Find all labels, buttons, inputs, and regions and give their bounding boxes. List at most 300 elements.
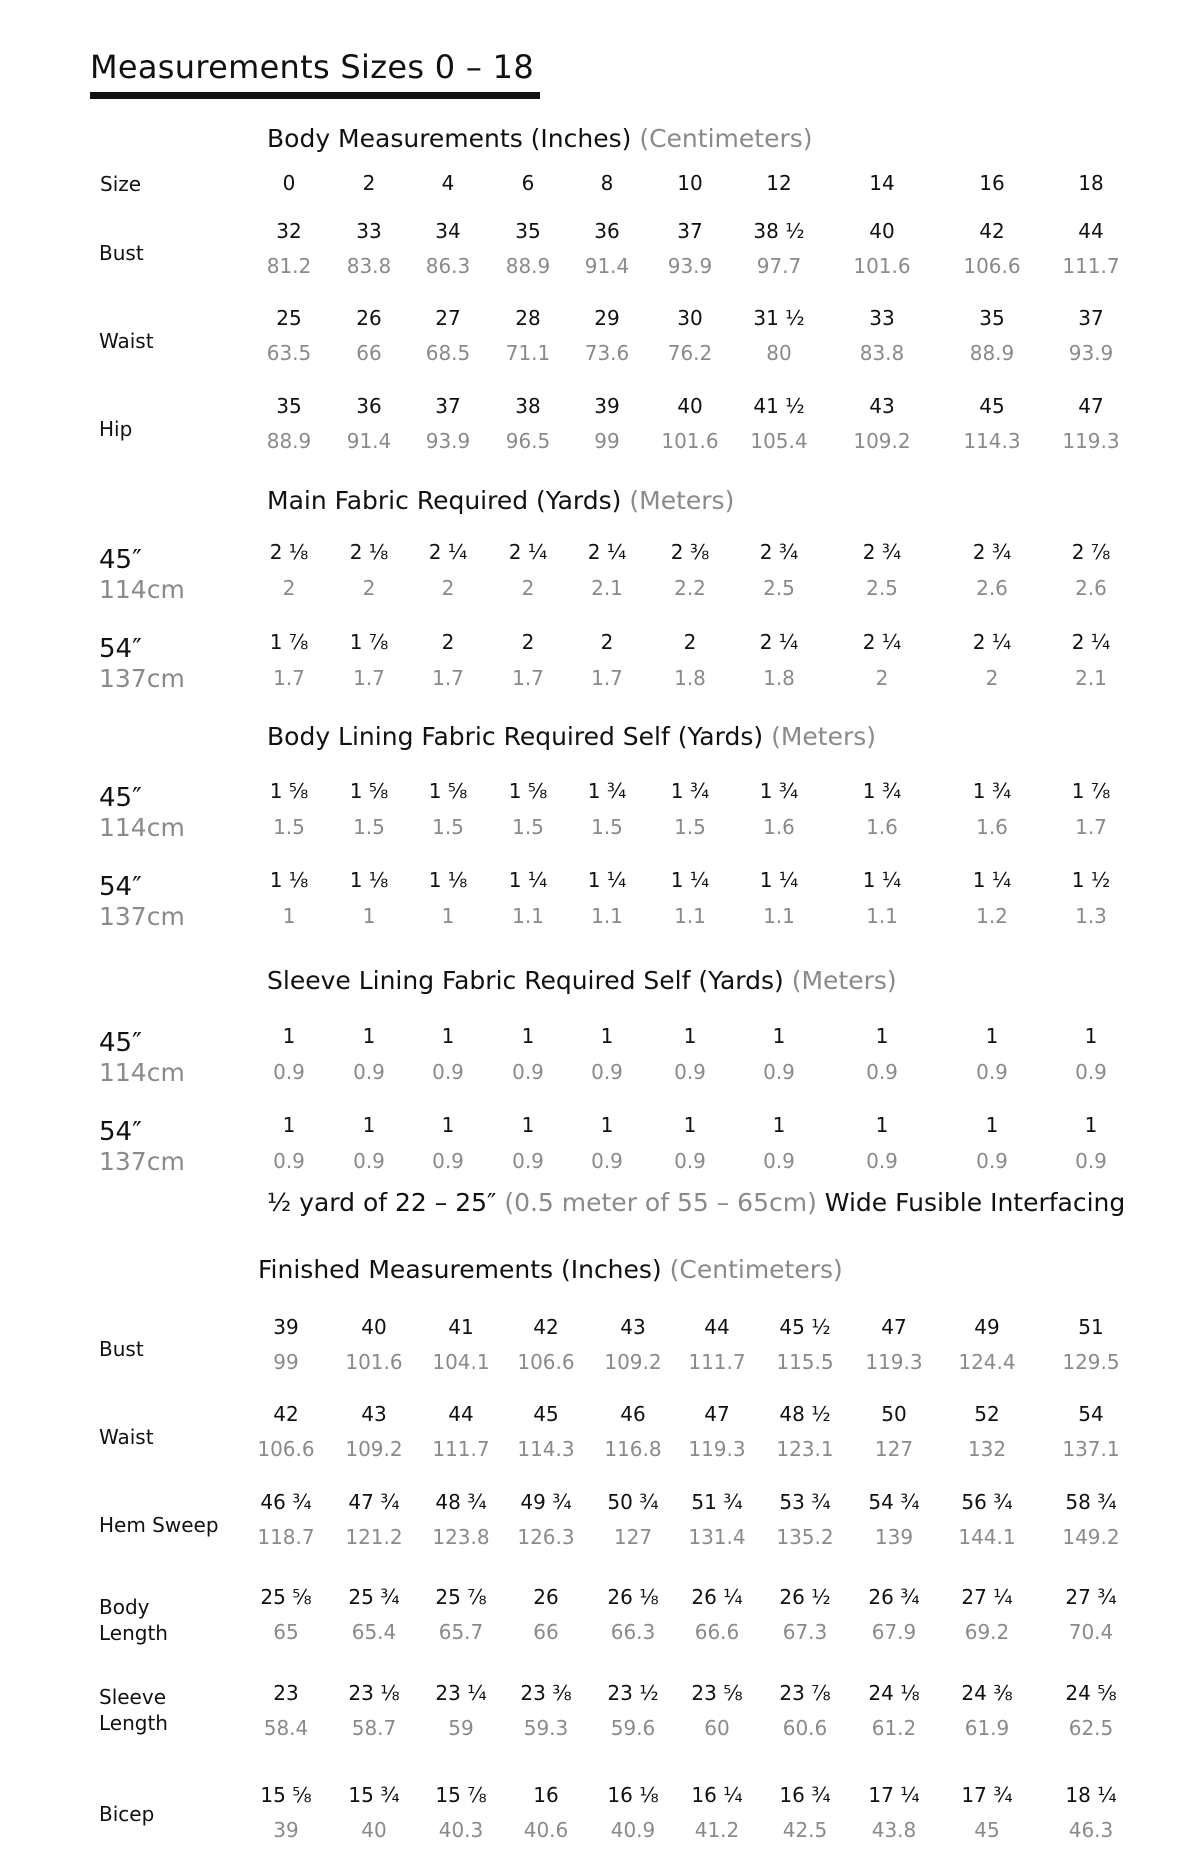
value-metric: 2.2 [674, 576, 706, 600]
value-imperial: 54 ¾ [868, 1490, 920, 1514]
value-metric: 70.4 [1068, 1620, 1114, 1644]
value-imperial: 2 ¼ [428, 540, 468, 564]
value-metric: 1.1 [674, 904, 706, 928]
fabric-width-inches: 54″ [99, 1117, 142, 1147]
value-imperial: 23 ⅜ [520, 1681, 572, 1705]
row-label: Bust [99, 1337, 144, 1361]
value-metric: 59.6 [610, 1716, 656, 1740]
fabric-width-cm: 137cm [99, 1147, 185, 1176]
value-imperial: 27 ¾ [1065, 1585, 1117, 1609]
value-metric: 1 [441, 904, 455, 928]
value-metric: 40.3 [438, 1818, 484, 1842]
value-metric: 61.9 [964, 1716, 1010, 1740]
value-metric: 1.5 [674, 815, 706, 839]
value-metric: 114.3 [517, 1437, 575, 1461]
value-metric: 109.2 [345, 1437, 403, 1461]
value-imperial: 1 ¼ [508, 868, 548, 892]
value-metric: 0.9 [273, 1060, 305, 1084]
size-header: 4 [441, 171, 455, 195]
value-imperial: 25 ⅞ [435, 1585, 487, 1609]
value-metric: 91.4 [346, 429, 392, 453]
value-metric: 1.7 [353, 666, 385, 690]
value-imperial: 27 ¼ [961, 1585, 1013, 1609]
value-imperial: 1 [683, 1024, 697, 1048]
value-imperial: 44 [704, 1315, 730, 1339]
value-metric: 109.2 [604, 1350, 662, 1374]
value-imperial: 2 ¼ [759, 630, 799, 654]
section-title-finished-measurements [258, 1255, 843, 1284]
value-metric: 62.5 [1068, 1716, 1114, 1740]
value-imperial: 33 [356, 219, 382, 243]
value-imperial: 39 [594, 394, 620, 418]
value-imperial: 15 ⅞ [435, 1783, 487, 1807]
value-metric: 135.2 [776, 1525, 834, 1549]
fabric-width-label [99, 634, 185, 694]
value-imperial: 1 [362, 1113, 376, 1137]
value-imperial: 42 [273, 1402, 299, 1426]
value-imperial: 51 ¾ [691, 1490, 743, 1514]
section-title-sleeve-lining-metric: (Meters) [791, 966, 897, 995]
value-imperial: 2 [521, 630, 535, 654]
value-metric: 0.9 [674, 1149, 706, 1173]
value-imperial: 45 [979, 394, 1005, 418]
value-metric: 106.6 [257, 1437, 315, 1461]
value-imperial: 1 ¼ [759, 868, 799, 892]
value-metric: 1.6 [763, 815, 795, 839]
value-imperial: 1 ¼ [862, 868, 902, 892]
value-metric: 43.8 [871, 1818, 917, 1842]
value-imperial: 2 ¾ [759, 540, 799, 564]
value-metric: 1 [282, 904, 296, 928]
value-imperial: 1 ½ [1071, 868, 1111, 892]
value-metric: 0.9 [432, 1149, 464, 1173]
value-metric: 0.9 [674, 1060, 706, 1084]
value-imperial: 35 [276, 394, 302, 418]
row-label: Sleeve Length [99, 1685, 168, 1735]
value-imperial: 1 [985, 1024, 999, 1048]
value-metric: 0.9 [866, 1060, 898, 1084]
value-metric: 139 [874, 1525, 914, 1549]
value-metric: 1.3 [1075, 904, 1107, 928]
value-imperial: 25 [276, 306, 302, 330]
value-metric: 60.6 [782, 1716, 828, 1740]
value-imperial: 35 [979, 306, 1005, 330]
fabric-width-label [99, 872, 185, 932]
value-imperial: 1 [1084, 1024, 1098, 1048]
value-imperial: 54 [1078, 1402, 1104, 1426]
value-metric: 60 [704, 1716, 730, 1740]
value-imperial: 26 [356, 306, 382, 330]
value-metric: 0.9 [273, 1149, 305, 1173]
value-metric: 0.9 [591, 1149, 623, 1173]
value-metric: 65.7 [438, 1620, 484, 1644]
value-imperial: 16 ¼ [691, 1783, 743, 1807]
value-imperial: 27 [435, 306, 461, 330]
value-metric: 0.9 [976, 1149, 1008, 1173]
value-metric: 1.5 [273, 815, 305, 839]
value-imperial: 46 ¾ [260, 1490, 312, 1514]
value-imperial: 1 [600, 1113, 614, 1137]
row-label: Hip [99, 417, 133, 441]
value-metric: 88.9 [505, 254, 551, 278]
value-imperial: 15 ¾ [348, 1783, 400, 1807]
value-imperial: 2 [600, 630, 614, 654]
value-metric: 2 [441, 576, 455, 600]
value-imperial: 16 ¾ [779, 1783, 831, 1807]
value-metric: 42.5 [782, 1818, 828, 1842]
value-metric: 115.5 [776, 1350, 834, 1374]
size-header: 18 [1078, 171, 1104, 195]
value-metric: 96.5 [505, 429, 551, 453]
value-imperial: 40 [677, 394, 703, 418]
value-metric: 1.8 [674, 666, 706, 690]
value-metric: 66.3 [610, 1620, 656, 1644]
value-metric: 101.6 [853, 254, 911, 278]
value-metric: 1.1 [763, 904, 795, 928]
value-metric: 1.1 [512, 904, 544, 928]
value-imperial: 1 [683, 1113, 697, 1137]
value-metric: 132 [967, 1437, 1007, 1461]
value-imperial: 36 [594, 219, 620, 243]
fabric-width-cm: 114cm [99, 575, 185, 604]
fabric-width-label [99, 783, 185, 843]
value-imperial: 52 [974, 1402, 1000, 1426]
value-metric: 2.1 [591, 576, 623, 600]
value-metric: 0.9 [866, 1149, 898, 1173]
value-imperial: 40 [869, 219, 895, 243]
value-imperial: 43 [361, 1402, 387, 1426]
value-imperial: 24 ⅛ [868, 1681, 920, 1705]
value-imperial: 1 [441, 1024, 455, 1048]
value-metric: 0.9 [512, 1060, 544, 1084]
value-imperial: 50 ¾ [607, 1490, 659, 1514]
value-metric: 63.5 [266, 341, 312, 365]
value-metric: 118.7 [257, 1525, 315, 1549]
value-imperial: 17 ¾ [961, 1783, 1013, 1807]
value-imperial: 1 [282, 1113, 296, 1137]
fabric-width-label [99, 545, 185, 605]
value-metric: 106.6 [517, 1350, 575, 1374]
value-metric: 1.7 [1075, 815, 1107, 839]
value-metric: 88.9 [969, 341, 1015, 365]
value-imperial: 51 [1078, 1315, 1104, 1339]
value-metric: 58.7 [351, 1716, 397, 1740]
value-imperial: 45 ½ [779, 1315, 831, 1339]
value-metric: 119.3 [688, 1437, 746, 1461]
value-metric: 0.9 [512, 1149, 544, 1173]
value-imperial: 58 ¾ [1065, 1490, 1117, 1514]
value-imperial: 37 [1078, 306, 1104, 330]
value-imperial: 23 ¼ [435, 1681, 487, 1705]
value-metric: 104.1 [432, 1350, 490, 1374]
value-imperial: 49 [974, 1315, 1000, 1339]
value-metric: 109.2 [853, 429, 911, 453]
value-metric: 86.3 [425, 254, 471, 278]
value-imperial: 31 ½ [753, 306, 805, 330]
value-metric: 1.5 [432, 815, 464, 839]
value-imperial: 1 ⅞ [349, 630, 389, 654]
value-metric: 80 [766, 341, 792, 365]
value-imperial: 30 [677, 306, 703, 330]
value-metric: 69.2 [964, 1620, 1010, 1644]
fabric-width-inches: 54″ [99, 634, 142, 664]
value-imperial: 1 [985, 1113, 999, 1137]
value-imperial: 1 ⅝ [349, 779, 389, 803]
value-imperial: 38 [515, 394, 541, 418]
value-metric: 93.9 [425, 429, 471, 453]
section-title-body-lining-metric: (Meters) [771, 722, 877, 751]
value-metric: 0.9 [353, 1149, 385, 1173]
value-imperial: 1 ¼ [972, 868, 1012, 892]
value-imperial: 44 [1078, 219, 1104, 243]
interfacing-note [267, 1188, 1125, 1217]
value-metric: 91.4 [584, 254, 630, 278]
page-title: Measurements Sizes 0 – 18 [90, 48, 534, 86]
value-metric: 97.7 [756, 254, 802, 278]
value-imperial: 2 ¼ [972, 630, 1012, 654]
value-imperial: 17 ¼ [868, 1783, 920, 1807]
value-imperial: 26 ⅛ [607, 1585, 659, 1609]
value-imperial: 37 [435, 394, 461, 418]
value-metric: 116.8 [604, 1437, 662, 1461]
value-metric: 123.8 [432, 1525, 490, 1549]
value-metric: 2 [362, 576, 376, 600]
value-imperial: 23 ⅝ [691, 1681, 743, 1705]
value-metric: 2.5 [763, 576, 795, 600]
value-metric: 1.6 [976, 815, 1008, 839]
value-metric: 2.6 [976, 576, 1008, 600]
value-imperial: 36 [356, 394, 382, 418]
fabric-width-cm: 137cm [99, 902, 185, 931]
section-title-main-fabric [267, 486, 734, 515]
value-metric: 0.9 [1075, 1149, 1107, 1173]
value-metric: 114.3 [963, 429, 1021, 453]
value-metric: 66.6 [694, 1620, 740, 1644]
value-metric: 73.6 [584, 341, 630, 365]
value-imperial: 1 [441, 1113, 455, 1137]
value-metric: 99 [273, 1350, 299, 1374]
value-imperial: 26 ½ [779, 1585, 831, 1609]
value-imperial: 45 [533, 1402, 559, 1426]
value-imperial: 2 [683, 630, 697, 654]
value-metric: 137.1 [1062, 1437, 1120, 1461]
value-imperial: 26 ¼ [691, 1585, 743, 1609]
value-imperial: 49 ¾ [520, 1490, 572, 1514]
value-imperial: 23 [273, 1681, 299, 1705]
value-imperial: 35 [515, 219, 541, 243]
row-label: Waist [99, 329, 154, 353]
value-metric: 1.5 [353, 815, 385, 839]
value-imperial: 40 [361, 1315, 387, 1339]
value-metric: 1.7 [432, 666, 464, 690]
title-underline [90, 92, 540, 99]
row-label: Waist [99, 1425, 154, 1449]
value-imperial: 16 [533, 1783, 559, 1807]
value-imperial: 48 ¾ [435, 1490, 487, 1514]
fabric-width-inches: 45″ [99, 1028, 142, 1058]
value-metric: 0.9 [763, 1060, 795, 1084]
value-imperial: 2 ⅛ [269, 540, 309, 564]
value-metric: 1.7 [273, 666, 305, 690]
fabric-width-cm: 137cm [99, 664, 185, 693]
value-imperial: 48 ½ [779, 1402, 831, 1426]
value-imperial: 24 ⅜ [961, 1681, 1013, 1705]
interfacing-note-meters: (0.5 meter of 55 – 65cm) [504, 1188, 817, 1217]
value-imperial: 1 ¾ [587, 779, 627, 803]
value-imperial: 1 ⅞ [269, 630, 309, 654]
value-imperial: 47 [1078, 394, 1104, 418]
section-title-body-measurements-metric: (Centimeters) [639, 124, 813, 153]
value-imperial: 34 [435, 219, 461, 243]
value-metric: 127 [613, 1525, 653, 1549]
value-metric: 1 [362, 904, 376, 928]
value-metric: 123.1 [776, 1437, 834, 1461]
fabric-width-cm: 114cm [99, 1058, 185, 1087]
value-metric: 101.6 [661, 429, 719, 453]
value-metric: 106.6 [963, 254, 1021, 278]
value-metric: 66 [533, 1620, 559, 1644]
size-header: 6 [521, 171, 535, 195]
value-imperial: 41 [448, 1315, 474, 1339]
value-imperial: 1 ¾ [862, 779, 902, 803]
value-imperial: 56 ¾ [961, 1490, 1013, 1514]
value-metric: 1.2 [976, 904, 1008, 928]
value-imperial: 37 [677, 219, 703, 243]
value-metric: 119.3 [865, 1350, 923, 1374]
value-metric: 2.1 [1075, 666, 1107, 690]
value-metric: 2 [282, 576, 296, 600]
section-title-main-fabric-metric: (Meters) [629, 486, 735, 515]
value-imperial: 23 ⅞ [779, 1681, 831, 1705]
value-imperial: 25 ¾ [348, 1585, 400, 1609]
value-metric: 126.3 [517, 1525, 575, 1549]
value-metric: 127 [874, 1437, 914, 1461]
value-imperial: 42 [533, 1315, 559, 1339]
section-title-body-measurements-text: Body Measurements (Inches) [267, 124, 632, 153]
value-imperial: 2 ¼ [508, 540, 548, 564]
value-metric: 2.5 [866, 576, 898, 600]
value-imperial: 23 ⅛ [348, 1681, 400, 1705]
value-metric: 2.6 [1075, 576, 1107, 600]
value-metric: 131.4 [688, 1525, 746, 1549]
value-imperial: 16 ⅛ [607, 1783, 659, 1807]
value-metric: 0.9 [591, 1060, 623, 1084]
value-imperial: 1 ⅛ [349, 868, 389, 892]
value-imperial: 32 [276, 219, 302, 243]
size-header: 16 [979, 171, 1005, 195]
value-imperial: 2 ¼ [587, 540, 627, 564]
value-metric: 1.5 [591, 815, 623, 839]
value-metric: 111.7 [688, 1350, 746, 1374]
value-imperial: 1 ⅝ [508, 779, 548, 803]
value-metric: 149.2 [1062, 1525, 1120, 1549]
value-metric: 0.9 [1075, 1060, 1107, 1084]
section-title-sleeve-lining [267, 966, 897, 995]
fabric-width-cm: 114cm [99, 813, 185, 842]
value-metric: 1.6 [866, 815, 898, 839]
value-metric: 124.4 [958, 1350, 1016, 1374]
value-imperial: 1 [875, 1024, 889, 1048]
value-imperial: 38 ½ [753, 219, 805, 243]
value-imperial: 1 ¾ [670, 779, 710, 803]
value-metric: 1.7 [591, 666, 623, 690]
value-imperial: 1 ¾ [759, 779, 799, 803]
value-metric: 144.1 [958, 1525, 1016, 1549]
section-title-finished-measurements-metric: (Centimeters) [669, 1255, 843, 1284]
size-header: 10 [677, 171, 703, 195]
value-metric: 1.1 [866, 904, 898, 928]
value-metric: 1.1 [591, 904, 623, 928]
interfacing-note-yards: ½ yard of 22 – 25″ [267, 1188, 497, 1217]
value-imperial: 1 [362, 1024, 376, 1048]
value-metric: 58.4 [263, 1716, 309, 1740]
value-imperial: 1 [875, 1113, 889, 1137]
value-metric: 93.9 [1068, 341, 1114, 365]
value-metric: 0.9 [432, 1060, 464, 1084]
section-title-body-lining [267, 722, 876, 751]
value-metric: 81.2 [266, 254, 312, 278]
value-metric: 40.6 [523, 1818, 569, 1842]
value-imperial: 2 ⅞ [1071, 540, 1111, 564]
value-imperial: 23 ½ [607, 1681, 659, 1705]
value-imperial: 43 [869, 394, 895, 418]
size-header: 8 [600, 171, 614, 195]
value-imperial: 25 ⅝ [260, 1585, 312, 1609]
value-imperial: 1 ¾ [972, 779, 1012, 803]
value-metric: 1.7 [512, 666, 544, 690]
value-imperial: 53 ¾ [779, 1490, 831, 1514]
value-metric: 1.8 [763, 666, 795, 690]
size-header: 12 [766, 171, 792, 195]
value-metric: 59 [448, 1716, 474, 1740]
value-imperial: 1 ¼ [587, 868, 627, 892]
fabric-width-label [99, 1117, 185, 1177]
value-imperial: 26 [533, 1585, 559, 1609]
value-imperial: 1 ¼ [670, 868, 710, 892]
value-metric: 40 [361, 1818, 387, 1842]
value-imperial: 1 ⅝ [428, 779, 468, 803]
value-imperial: 2 ¼ [862, 630, 902, 654]
row-label: Body Length [99, 1595, 168, 1645]
section-title-sleeve-lining-text: Sleeve Lining Fabric Required Self (Yards) [267, 966, 784, 995]
value-imperial: 1 ⅝ [269, 779, 309, 803]
value-metric: 83.8 [859, 341, 905, 365]
value-metric: 67.9 [871, 1620, 917, 1644]
value-metric: 41.2 [694, 1818, 740, 1842]
value-metric: 129.5 [1062, 1350, 1120, 1374]
value-imperial: 47 [704, 1402, 730, 1426]
value-metric: 68.5 [425, 341, 471, 365]
value-imperial: 28 [515, 306, 541, 330]
value-imperial: 2 ⅛ [349, 540, 389, 564]
value-imperial: 46 [620, 1402, 646, 1426]
value-metric: 111.7 [432, 1437, 490, 1461]
value-metric: 2 [985, 666, 999, 690]
value-imperial: 50 [881, 1402, 907, 1426]
value-imperial: 1 ⅞ [1071, 779, 1111, 803]
size-header: 2 [362, 171, 376, 195]
value-metric: 65 [273, 1620, 299, 1644]
value-metric: 101.6 [345, 1350, 403, 1374]
value-metric: 88.9 [266, 429, 312, 453]
fabric-width-label [99, 1028, 185, 1088]
value-metric: 2 [521, 576, 535, 600]
fabric-width-inches: 45″ [99, 545, 142, 575]
value-imperial: 1 [282, 1024, 296, 1048]
value-imperial: 26 ¾ [868, 1585, 920, 1609]
value-imperial: 33 [869, 306, 895, 330]
fabric-width-inches: 45″ [99, 783, 142, 813]
